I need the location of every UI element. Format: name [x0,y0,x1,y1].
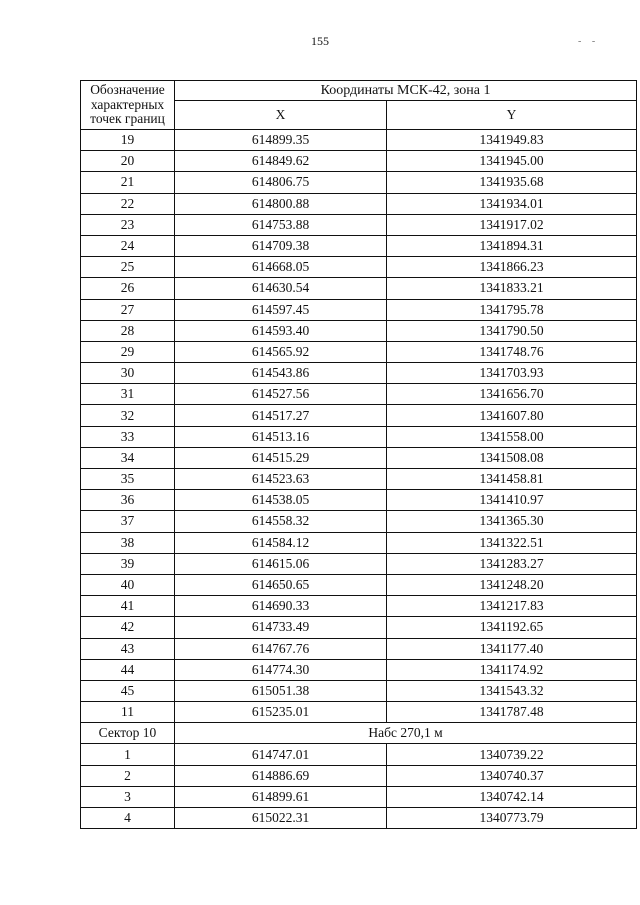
table-row [81,278,637,299]
x-coordinate-cell: 614899.35 [175,130,387,151]
x-coordinate-cell: 614565.92 [175,341,387,362]
point-cell: 44 [81,659,175,680]
y-coordinate-cell: 1341248.20 [387,574,637,595]
table-row [81,151,637,172]
x-coordinate-cell: 614517.27 [175,405,387,426]
x-coordinate-cell: 614527.56 [175,384,387,405]
table-row [81,511,637,532]
table-row [81,405,637,426]
table-row [81,680,637,701]
x-column-header: X [175,101,387,130]
table-row [81,786,637,807]
y-coordinate-cell: 1341508.08 [387,447,637,468]
table-row [81,426,637,447]
point-cell: 23 [81,214,175,235]
header-row-1 [81,81,637,101]
y-coordinate-cell: 1340740.37 [387,765,637,786]
y-coordinate-cell: 1341410.97 [387,490,637,511]
y-coordinate-cell: 1340773.79 [387,808,637,829]
x-coordinate-cell: 614584.12 [175,532,387,553]
sector-label: Сектор 10 [81,723,175,744]
table-row [81,638,637,659]
point-cell: 37 [81,511,175,532]
y-coordinate-cell: 1341322.51 [387,532,637,553]
x-coordinate-cell: 614630.54 [175,278,387,299]
table-row [81,596,637,617]
x-coordinate-cell: 615051.38 [175,680,387,701]
x-coordinate-cell: 614668.05 [175,257,387,278]
y-coordinate-cell: 1341748.76 [387,341,637,362]
x-coordinate-cell: 614753.88 [175,214,387,235]
y-coordinate-cell: 1341283.27 [387,553,637,574]
table-row [81,490,637,511]
point-cell: 25 [81,257,175,278]
y-coordinate-cell: 1341790.50 [387,320,637,341]
scan-mark: - - [578,36,600,47]
y-coordinate-cell: 1341177.40 [387,638,637,659]
point-cell: 40 [81,574,175,595]
table-row [81,765,637,786]
y-coordinate-cell: 1340742.14 [387,786,637,807]
point-cell: 28 [81,320,175,341]
y-coordinate-cell: 1341174.92 [387,659,637,680]
y-coordinate-cell: 1341192.65 [387,617,637,638]
point-cell: 2 [81,765,175,786]
point-header-line-2: характерных [90,96,165,112]
table-row [81,193,637,214]
x-coordinate-cell: 614849.62 [175,151,387,172]
x-coordinate-cell: 614747.01 [175,744,387,765]
y-coordinate-cell: 1341558.00 [387,426,637,447]
point-cell: 32 [81,405,175,426]
table-row [81,469,637,490]
point-cell: 33 [81,426,175,447]
table-row [81,235,637,256]
x-coordinate-cell: 614767.76 [175,638,387,659]
table-row [81,384,637,405]
point-column-header [81,81,175,130]
y-coordinate-cell: 1341795.78 [387,299,637,320]
x-coordinate-cell: 614513.16 [175,426,387,447]
point-cell: 45 [81,680,175,701]
y-coordinate-cell: 1341866.23 [387,257,637,278]
table-row [81,808,637,829]
x-coordinate-cell: 614538.05 [175,490,387,511]
x-coordinate-cell: 614733.49 [175,617,387,638]
y-coordinate-cell: 1341656.70 [387,384,637,405]
coordinates-table-body [81,81,637,829]
table-row [81,214,637,235]
table-row [81,130,637,151]
point-cell: 42 [81,617,175,638]
point-cell: 39 [81,553,175,574]
point-cell: 41 [81,596,175,617]
y-coordinate-cell: 1341894.31 [387,235,637,256]
table-row [81,299,637,320]
point-cell: 1 [81,744,175,765]
y-coordinate-cell: 1341703.93 [387,363,637,384]
y-coordinate-cell: 1341217.83 [387,596,637,617]
y-coordinate-cell: 1341917.02 [387,214,637,235]
page-number: 155 [311,34,329,48]
point-cell: 31 [81,384,175,405]
x-coordinate-cell: 615235.01 [175,702,387,723]
y-column-header: Y [387,101,637,130]
point-cell: 43 [81,638,175,659]
y-coordinate-cell: 1341945.00 [387,151,637,172]
point-header-line-1: Обозначение [90,82,165,98]
point-cell: 24 [81,235,175,256]
point-cell: 21 [81,172,175,193]
x-coordinate-cell: 614597.45 [175,299,387,320]
x-coordinate-cell: 614615.06 [175,553,387,574]
table-row [81,702,637,723]
table-row [81,744,637,765]
table-row [81,553,637,574]
y-coordinate-cell: 1340739.22 [387,744,637,765]
point-cell: 36 [81,490,175,511]
table-row [81,447,637,468]
sector-height-label: Набс 270,1 м [175,723,637,744]
point-cell: 26 [81,278,175,299]
x-coordinate-cell: 614774.30 [175,659,387,680]
x-coordinate-cell: 614543.86 [175,363,387,384]
y-coordinate-cell: 1341833.21 [387,278,637,299]
table-row [81,257,637,278]
point-cell: 11 [81,702,175,723]
x-coordinate-cell: 614650.65 [175,574,387,595]
sector-row [81,723,637,744]
table-row [81,172,637,193]
point-cell: 27 [81,299,175,320]
table-row [81,659,637,680]
y-coordinate-cell: 1341787.48 [387,702,637,723]
point-header-line-3: точек границ [90,111,165,127]
table-row [81,341,637,362]
x-coordinate-cell: 615022.31 [175,808,387,829]
x-coordinate-cell: 614800.88 [175,193,387,214]
y-coordinate-cell: 1341365.30 [387,511,637,532]
y-coordinate-cell: 1341607.80 [387,405,637,426]
point-cell: 22 [81,193,175,214]
y-coordinate-cell: 1341458.81 [387,469,637,490]
point-cell: 30 [81,363,175,384]
point-cell: 3 [81,786,175,807]
point-cell: 19 [81,130,175,151]
point-cell: 4 [81,808,175,829]
x-coordinate-cell: 614899.61 [175,786,387,807]
table-row [81,617,637,638]
x-coordinate-cell: 614593.40 [175,320,387,341]
x-coordinate-cell: 614515.29 [175,447,387,468]
y-coordinate-cell: 1341935.68 [387,172,637,193]
point-cell: 38 [81,532,175,553]
y-coordinate-cell: 1341949.83 [387,130,637,151]
table-row [81,363,637,384]
point-cell: 34 [81,447,175,468]
point-cell: 35 [81,469,175,490]
x-coordinate-cell: 614886.69 [175,765,387,786]
x-coordinate-cell: 614690.33 [175,596,387,617]
point-cell: 29 [81,341,175,362]
x-coordinate-cell: 614709.38 [175,235,387,256]
y-coordinate-cell: 1341934.01 [387,193,637,214]
table-row [81,532,637,553]
table-row [81,320,637,341]
y-coordinate-cell: 1341543.32 [387,680,637,701]
x-coordinate-cell: 614806.75 [175,172,387,193]
point-cell: 20 [81,151,175,172]
coordinates-table [80,80,637,829]
x-coordinate-cell: 614558.32 [175,511,387,532]
x-coordinate-cell: 614523.63 [175,469,387,490]
table-row [81,574,637,595]
coordinates-group-header: Координаты МСК-42, зона 1 [175,81,637,101]
